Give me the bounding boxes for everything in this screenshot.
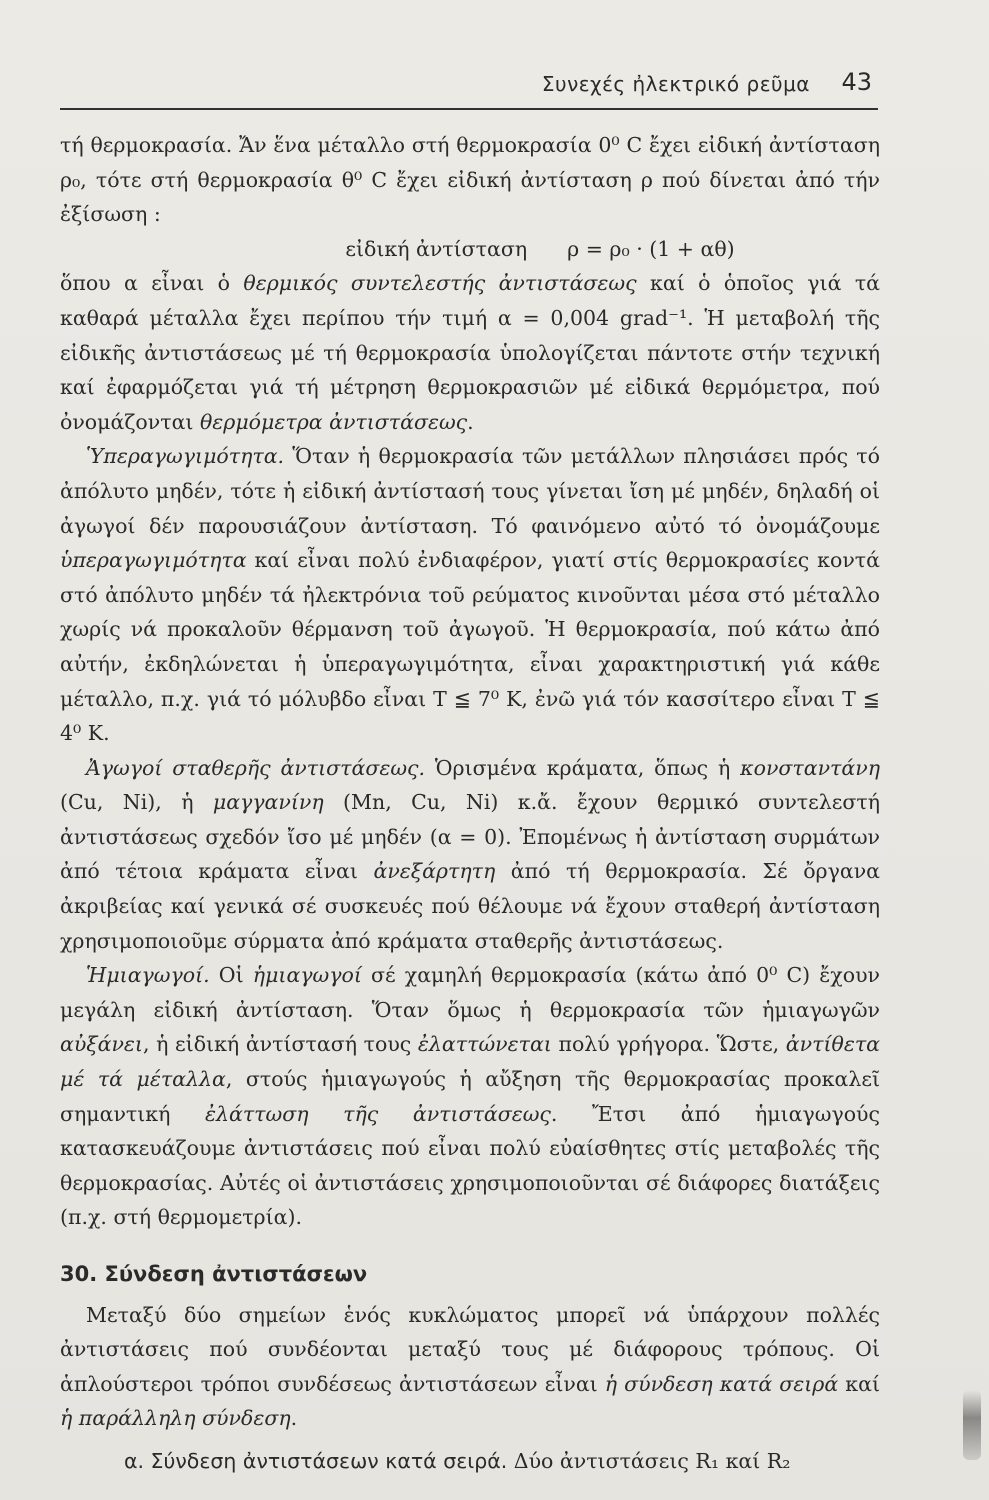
header-rule — [60, 108, 878, 110]
paragraph-constant-resistance — [60, 751, 880, 959]
paragraph-thermal-coefficient — [60, 266, 880, 439]
page-body — [60, 128, 880, 1479]
text-run: ἀπό τή θερμοκρασία. Σέ ὄργανα ἀκριβείας καί γενικά σέ συσκευές πού θέλουμε νά ἔχουν σταθερή ἀντίσταση χρησιμοποιοῦμε σύρματα ἀπό κράματα σταθερῆς ἀντιστάσεως. — [60, 859, 880, 953]
text-run: καί ὁ ὁποῖος γιά τά καθαρά μέταλλα ἔχει περίπου τήν τιμή α = 0,004 grad⁻¹. Ἡ μεταβολή τῆς εἰδικῆς ἀντιστάσεως μέ τή θερμοκρασία ὑπολογίζεται πάντοτε στήν τεχνική καί ἐφαρμόζεται γιά τή μέτρηση θερμοκρασιῶν μέ εἰδικά θερμόμετρα, πού ὀνομάζονται — [60, 271, 880, 434]
text-run: . — [467, 409, 474, 434]
emphasis-term: ἡ παράλληλη σύνδεση — [60, 1406, 291, 1431]
text-run: Δύο ἀντιστάσεις R₁ καί R₂ — [507, 1448, 791, 1473]
text-run: καί — [838, 1371, 880, 1396]
text-run: , ἡ εἰδική ἀντίστασή τους — [142, 1032, 418, 1057]
subsection-series — [124, 1444, 880, 1479]
emphasis-term: ὑπεραγωγιμότητα — [60, 548, 247, 573]
formula-expression: ρ = ρ₀ · (1 + αθ) — [567, 236, 735, 261]
running-header — [60, 62, 880, 98]
text-run: . — [290, 1406, 298, 1431]
text-run: Ὅταν ἡ θερμοκρασία τῶν μετάλλων πλησιάσει πρός τό ἀπόλυτο μηδέν, τότε ἡ εἰδική ἀντίστασή τους γίνεται ἴση μέ μηδέν, δηλαδή οἱ ἀγωγοί δέν παρουσιάζουν ἀντίσταση. Τό φαινόμενο αὐτό τό ὀνομάζουμε — [60, 444, 880, 538]
paragraph-intro — [60, 128, 880, 232]
emphasis-term: κονσταντάνη — [740, 755, 880, 780]
emphasis-term: ἐλαττώνεται — [417, 1032, 552, 1057]
emphasis-term: ἡ σύνδεση κατά σειρά — [604, 1371, 839, 1396]
text-run: (Mn, Cu, Ni) κ.ἄ. ἔχουν θερμικό συντελεστή ἀντιστάσεως σχεδόν ἴσο μέ μηδέν (α = 0). Ἐπομένως ἡ ἀντίσταση συρμάτων ἀπό τέτοια κράματα εἶναι — [60, 790, 880, 884]
running-title: Συνεχές ἠλεκτρικό ρεῦμα — [541, 72, 810, 96]
text-run: Οἱ — [209, 963, 253, 988]
emphasis-term: μαγγανίνη — [212, 790, 324, 815]
paragraph-resistor-connections — [60, 1298, 880, 1436]
text-run: καί εἶναι πολύ ἐνδιαφέρον, γιατί στίς θερμοκρασίες κοντά στό ἀπόλυτο μηδέν τά ἠλεκτρόνια τοῦ ρεύματος κινοῦνται μέσα στό μέταλλο χωρίς νά προκαλοῦν θέρμανση τοῦ ἀγωγοῦ. Ἡ θερμοκρασία, πού κάτω ἀπό αὐτήν, ἐκδηλώνεται ἡ ὑπεραγωγιμότητα, εἶναι χαρακτηριστική γιά κάθε μέταλλο, π.χ. γιά τό μόλυβδο εἶναι T ≦ 7⁰ K, ἐνῶ γιά τόν κασσίτερο εἶναι T ≦ 4⁰ K. — [60, 548, 880, 746]
formula-label: εἰδική ἀντίσταση — [345, 236, 528, 261]
emphasis-term: θερμικός συντελεστής ἀντιστάσεως — [243, 271, 637, 296]
formula-line — [60, 232, 880, 267]
emphasis-term: ἐλάττωση τῆς ἀντιστάσεως — [205, 1101, 551, 1126]
section-heading: 30. Σύνδεση ἀντιστάσεων — [60, 1262, 368, 1286]
paragraph-semiconductors — [60, 958, 880, 1235]
emphasis-term: αὐξάνει — [60, 1032, 143, 1057]
paragraph-lead: Ἡμιαγωγοί. — [86, 963, 210, 988]
emphasis-term: ἡμιαγωγοί — [252, 963, 362, 988]
text-run: , στούς ἡμιαγωγούς ἡ αὔξηση τῆς θερμοκρασίας προκαλεῖ σημαντική — [60, 1067, 880, 1126]
paragraph-text: τή θερμοκρασία. Ἄν ἕνα μέταλλο στή θερμοκρασία 0⁰ C ἔχει εἰδική ἀντίσταση ρ₀, τότε στή θερμοκρασία θ⁰ C ἔχει εἰδική ἀντίσταση ρ πού δίνεται ἀπό τήν ἐξίσωση : — [60, 133, 880, 227]
page-number: 43 — [841, 68, 872, 96]
text-run: ὅπου α εἶναι ὁ — [60, 271, 244, 296]
emphasis-term: ἀνεξάρτητη — [373, 859, 496, 884]
scan-artifact — [963, 1390, 981, 1460]
text-run: Ὁρισμένα κράματα, ὅπως ἡ — [425, 755, 741, 780]
text-run: . Ἔτσι ἀπό ἡμιαγωγούς κατασκευάζουμε ἀντιστάσεις πού εἶναι πολύ εὐαίσθητες στίς μεταβολές τῆς θερμοκρασίας. Αὐτές οἱ ἀντιστάσεις χρησιμοποιοῦνται σέ διάφορες διατάξεις (π.χ. στή θερμομετρία). — [60, 1101, 880, 1230]
subsection-label: α. Σύνδεση ἀντιστάσεων κατά σειρά. — [124, 1448, 508, 1473]
emphasis-term: θερμόμετρα ἀντιστάσεως — [199, 409, 468, 434]
text-run: σέ χαμηλή θερμοκρασία (κάτω ἀπό 0⁰ C) ἔχουν μεγάλη εἰδική ἀντίσταση. Ὅταν ὅμως ἡ θερμοκρασία τῶν ἡμιαγωγῶν — [60, 963, 880, 1022]
paragraph-lead: Ὑπεραγωγιμότητα. — [86, 444, 285, 469]
text-run: (Cu, Ni), ἡ — [60, 790, 213, 815]
text-run: πολύ γρήγορα. Ὥστε, — [551, 1032, 786, 1057]
paragraph-lead: Ἀγωγοί σταθερῆς ἀντιστάσεως. — [86, 755, 426, 780]
text-run: Μεταξύ δύο σημείων ἑνός κυκλώματος μπορεῖ νά ὑπάρχουν πολλές ἀντιστάσεις πού συνδέονται μεταξύ τους μέ διάφορους τρόπους. Οἱ ἁπλούστεροι τρόποι συνδέσεως ἀντιστάσεων εἶναι — [60, 1302, 880, 1396]
paragraph-superconductivity — [60, 439, 880, 750]
emphasis-term: ἀντίθετα μέ τά μέταλλα — [60, 1032, 881, 1092]
